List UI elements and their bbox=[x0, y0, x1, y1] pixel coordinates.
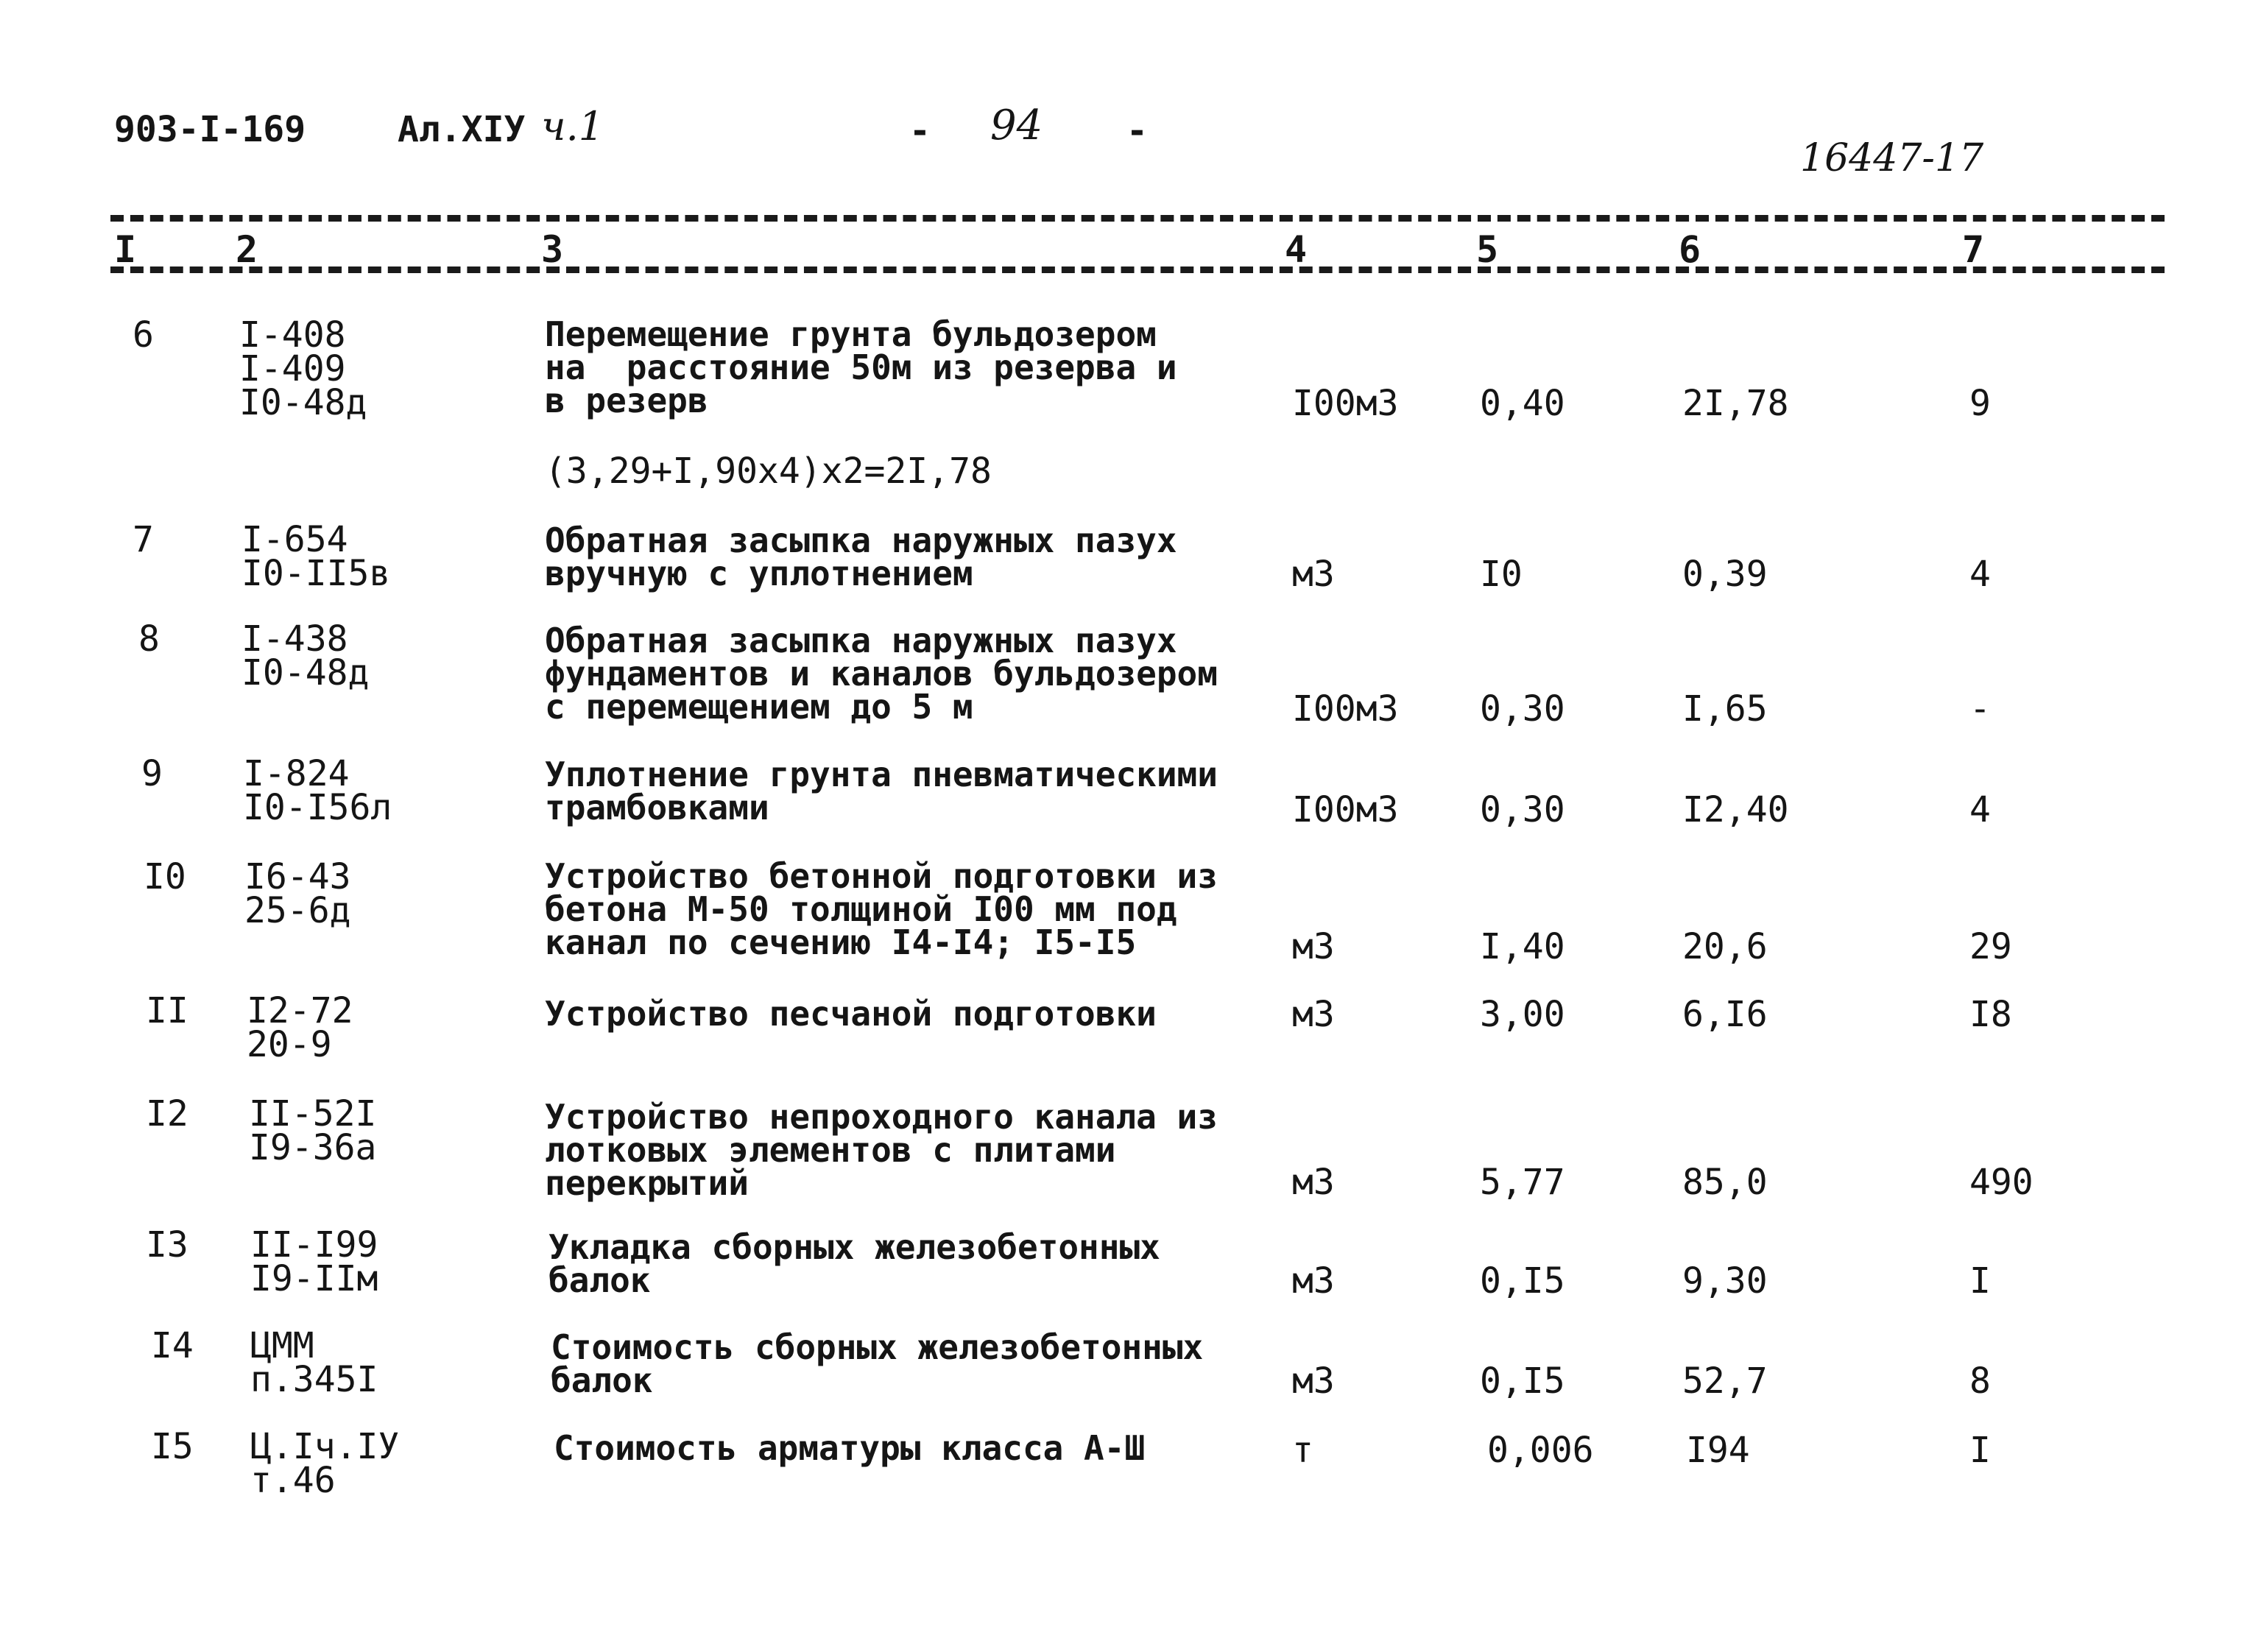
row-number: 6 bbox=[133, 314, 154, 356]
row-price: 85,0 bbox=[1682, 1162, 1768, 1203]
row-price: 20,6 bbox=[1682, 926, 1768, 967]
row-description: Обратная засыпка наружных пазух вручную с уплотнением bbox=[545, 520, 1177, 593]
row-total: I bbox=[1969, 1260, 1991, 1302]
row-total: 29 bbox=[1969, 926, 2012, 967]
row-description: Устройство песчаной подготовки bbox=[545, 994, 1157, 1034]
stamp-number: 16447-17 bbox=[1800, 136, 1984, 180]
album-note: ч.1 bbox=[541, 103, 604, 149]
row-quantity: I0 bbox=[1480, 554, 1523, 595]
row-total: I bbox=[1969, 1430, 1991, 1471]
row-number: 7 bbox=[133, 519, 154, 560]
row-total: 4 bbox=[1969, 789, 1991, 830]
row-total: 9 bbox=[1969, 383, 1991, 424]
album-label: Ал.XIУ bbox=[398, 109, 526, 150]
row-quantity: 0,I5 bbox=[1480, 1360, 1565, 1402]
row-codes: I-408 I-409 I0-48д bbox=[239, 314, 367, 423]
row-unit: м3 bbox=[1292, 926, 1335, 967]
column-number-6: 6 bbox=[1679, 228, 1701, 271]
row-quantity: 0,I5 bbox=[1480, 1260, 1565, 1302]
row-unit: I00м3 bbox=[1292, 688, 1399, 730]
row-codes: I-824 I0-I56л bbox=[243, 753, 392, 828]
row-codes: I-438 I0-48д bbox=[241, 618, 370, 693]
table-top-rule bbox=[110, 215, 2165, 222]
row-description: Перемещение грунта бульдозером на расстояние 50м из резерва и в резерв bbox=[545, 314, 1177, 420]
column-number-2: 2 bbox=[236, 228, 258, 271]
column-number-1: I bbox=[114, 228, 137, 271]
row-codes: ЦММ п.345I bbox=[250, 1325, 378, 1400]
row-quantity: 0,30 bbox=[1480, 688, 1565, 730]
row-number: II bbox=[146, 990, 188, 1031]
row-codes: I2-72 20-9 bbox=[247, 990, 353, 1065]
row-codes: Ц.Iч.IУ т.46 bbox=[250, 1426, 400, 1501]
row-number: I3 bbox=[146, 1224, 188, 1266]
row-unit: м3 bbox=[1292, 1360, 1335, 1402]
row-unit: I00м3 bbox=[1292, 789, 1399, 830]
column-number-3: 3 bbox=[541, 228, 564, 271]
row-quantity: 0,30 bbox=[1480, 789, 1565, 830]
row-price: I94 bbox=[1686, 1430, 1750, 1471]
column-number-5: 5 bbox=[1476, 228, 1499, 271]
row-description: Устройство непроходного канала из лотковых элементов с плитами перекрытий bbox=[545, 1097, 1218, 1203]
doc-code: 903-I-169 bbox=[114, 109, 306, 150]
row-codes: I-654 I0-II5в bbox=[241, 519, 391, 594]
row-unit: м3 bbox=[1292, 994, 1335, 1035]
column-number-4: 4 bbox=[1285, 228, 1308, 271]
row-unit: м3 bbox=[1292, 1260, 1335, 1302]
row-codes: II-I99 I9-IIм bbox=[250, 1224, 378, 1299]
page-number: 94 bbox=[990, 102, 1043, 149]
row-unit: т bbox=[1292, 1430, 1313, 1471]
row-quantity: 0,006 bbox=[1487, 1430, 1594, 1471]
page-dash-left: - bbox=[909, 110, 931, 152]
row-quantity: I,40 bbox=[1480, 926, 1565, 967]
row-description: Стоимость сборных железобетонных балок bbox=[551, 1327, 1204, 1400]
row-unit: м3 bbox=[1292, 554, 1335, 595]
row-description: Укладка сборных железобетонных балок bbox=[549, 1227, 1160, 1300]
row-quantity: 3,00 bbox=[1480, 994, 1565, 1035]
row-quantity: 0,40 bbox=[1480, 383, 1565, 424]
page-dash-right: - bbox=[1126, 110, 1148, 152]
row-number: 8 bbox=[138, 618, 160, 660]
row-unit: I00м3 bbox=[1292, 383, 1399, 424]
row-price: I2,40 bbox=[1682, 789, 1789, 830]
row-formula: (3,29+I,90х4)х2=2I,78 bbox=[545, 451, 992, 492]
row-description: Устройство бетонной подготовки из бетона М-50 толщиной I00 мм под канал по сечению I4-I4; I5-I5 bbox=[545, 856, 1218, 962]
row-price: 0,39 bbox=[1682, 554, 1768, 595]
row-codes: II-52I I9-36а bbox=[249, 1093, 377, 1168]
row-price: I,65 bbox=[1682, 688, 1768, 730]
row-number: 9 bbox=[141, 753, 163, 794]
table-header-rule bbox=[110, 266, 2165, 273]
row-number: I2 bbox=[146, 1093, 188, 1134]
row-total: I8 bbox=[1969, 994, 2012, 1035]
row-number: I4 bbox=[151, 1325, 194, 1366]
row-total: 490 bbox=[1969, 1162, 2034, 1203]
row-total: - bbox=[1969, 688, 1991, 730]
column-number-7: 7 bbox=[1962, 228, 1985, 271]
row-number: I5 bbox=[151, 1426, 194, 1467]
row-price: 52,7 bbox=[1682, 1360, 1768, 1402]
row-price: 9,30 bbox=[1682, 1260, 1768, 1302]
row-description: Уплотнение грунта пневматическими трамбовками bbox=[545, 755, 1218, 827]
row-total: 4 bbox=[1969, 554, 1991, 595]
row-description: Стоимость арматуры класса А-Ш bbox=[554, 1428, 1146, 1468]
row-codes: I6-43 25-6д bbox=[244, 856, 351, 931]
row-price: 2I,78 bbox=[1682, 383, 1789, 424]
row-description: Обратная засыпка наружных пазух фундаментов и каналов бульдозером с перемещением до 5 м bbox=[545, 621, 1218, 727]
row-number: I0 bbox=[144, 856, 186, 897]
row-quantity: 5,77 bbox=[1480, 1162, 1565, 1203]
row-price: 6,I6 bbox=[1682, 994, 1768, 1035]
row-unit: м3 bbox=[1292, 1162, 1335, 1203]
row-total: 8 bbox=[1969, 1360, 1991, 1402]
